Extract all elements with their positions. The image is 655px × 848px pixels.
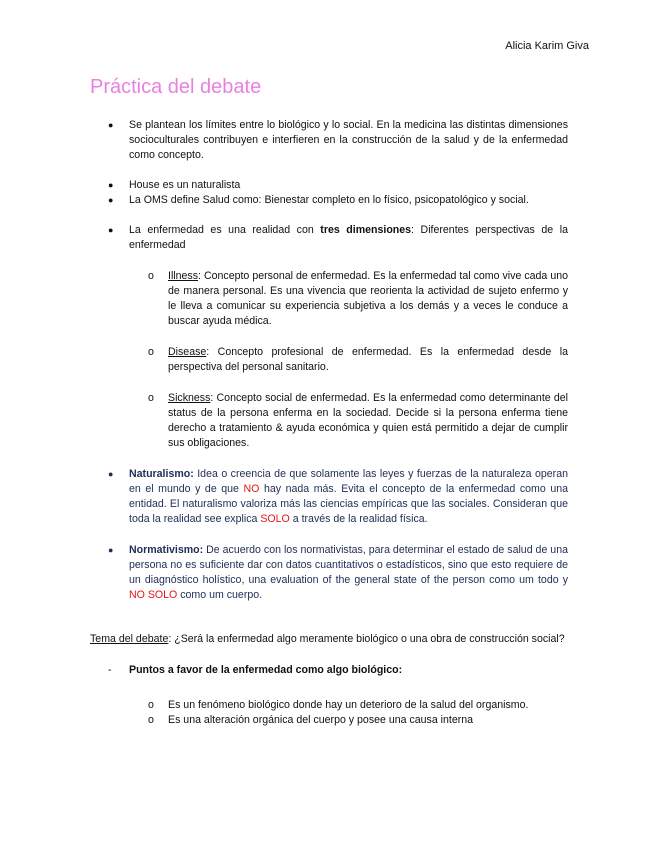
bullet-item-house — [90, 178, 568, 193]
bullet-text: Se plantean los límites entre lo biológico y lo social. En la medicina las distintas dimensiones socioculturales contribuyen e interfieren en la construcción de la salud y de la enfermedad como concepto. — [129, 119, 568, 161]
bullet-marker: ● — [108, 545, 114, 555]
favor-heading-item — [90, 663, 568, 678]
bullet-marker: ● — [108, 225, 114, 235]
bullet-marker: ● — [108, 120, 114, 130]
definition-text: : Concepto profesional de enfermedad. Es la enfermedad desde la perspectiva del personal sanitario. — [168, 346, 568, 373]
favor-item-text: Es un fenómeno biológico donde hay un deterioro de la salud del organismo. — [168, 699, 529, 711]
definition-text: : Concepto personal de enfermedad. Es la enfermedad tal como vive cada uno de manera personal. Es una vivencia que reorienta la actividad de sujeto enfermo y le lleva a comunicar su experiencia subjetiva a los demás y a veces le conduce a buscar ayuda médica. — [168, 270, 568, 327]
bullet-text: House es un naturalista — [129, 179, 241, 191]
debate-topic-label: Tema del debate — [90, 633, 169, 645]
definition-text: Idea o creencia de que solamente las leyes y fuerzas de la naturaleza operan en el mundo y de que — [129, 468, 568, 495]
favor-item — [90, 698, 568, 713]
emphasis-solo: SOLO — [260, 513, 290, 525]
term-illness: Illness — [168, 270, 199, 282]
bullet-item-oms — [90, 193, 568, 208]
dash-marker: - — [108, 664, 112, 676]
sub-item-disease — [90, 345, 568, 375]
favor-item — [90, 713, 568, 728]
author-name: Alicia Karim Giva — [505, 40, 589, 52]
bullet-item-normativismo — [90, 543, 568, 603]
bullet-text: : Diferentes perspectivas de la enfermedad — [129, 224, 568, 251]
emphasis-no: NO — [243, 483, 260, 495]
bullet-marker: ● — [108, 180, 114, 190]
bullet-item-naturalismo — [90, 467, 568, 527]
bullet-text: La OMS define Salud como: Bienestar completo en lo físico, psicopatológico y social. — [129, 194, 529, 206]
circle-marker: o — [148, 714, 154, 726]
term-disease: Disease — [168, 346, 207, 358]
circle-marker: o — [148, 699, 154, 711]
bullet-marker: ● — [108, 195, 114, 205]
debate-topic-text: : ¿Será la enfermedad algo meramente biológico o una obra de construcción social? — [168, 633, 565, 645]
circle-marker: o — [148, 270, 154, 282]
bullet-item-limits — [90, 118, 568, 163]
circle-marker: o — [148, 346, 154, 358]
circle-marker: o — [148, 392, 154, 404]
favor-heading: Puntos a favor de la enfermedad como algo biológico: — [129, 664, 403, 676]
bullet-marker: ● — [108, 469, 114, 479]
definition-text: : Concepto social de enfermedad. Es la enfermedad como determinante del status de la persona enferma en la sociedad. Decide si la persona enferma tiene derecho a tratamiento & ayuda económica y quien está permitido a dejar de cumplir sus obligaciones. — [168, 392, 568, 449]
sub-item-illness — [90, 269, 568, 329]
definition-text: a través de la realidad física. — [289, 513, 428, 525]
favor-item-text: Es una alteración orgánica del cuerpo y posee una causa interna — [168, 714, 474, 726]
bullet-text: La enfermedad es una realidad con — [129, 224, 321, 236]
term-sickness: Sickness — [168, 392, 211, 404]
document-body — [90, 118, 568, 728]
bullet-item-dimensions — [90, 223, 568, 253]
term-naturalismo: Naturalismo: — [129, 468, 194, 480]
emphasis-no-solo: NO SOLO — [129, 589, 178, 601]
debate-topic — [90, 632, 568, 647]
definition-text: De acuerdo con los normativistas, para determinar el estado de salud de una persona no es suficiente dar con datos cuantitativos o estadísticos, sino que esto requiere de un diagnóstico holístico, una evaluation of the general state of the person como um todo y — [129, 544, 568, 586]
sub-item-sickness — [90, 391, 568, 451]
definition-text: como um cuerpo. — [177, 589, 263, 601]
bold-text: tres dimensiones — [320, 224, 412, 236]
page-title: Práctica del debate — [90, 76, 262, 98]
term-normativismo: Normativismo: — [129, 544, 204, 556]
definition-text: hay nada más. Evita el concepto de la enfermedad como una entidad. El naturalismo valoriza más las ciencias empíricas que las sociales. Consideran que toda la realidad see explica — [129, 483, 569, 525]
